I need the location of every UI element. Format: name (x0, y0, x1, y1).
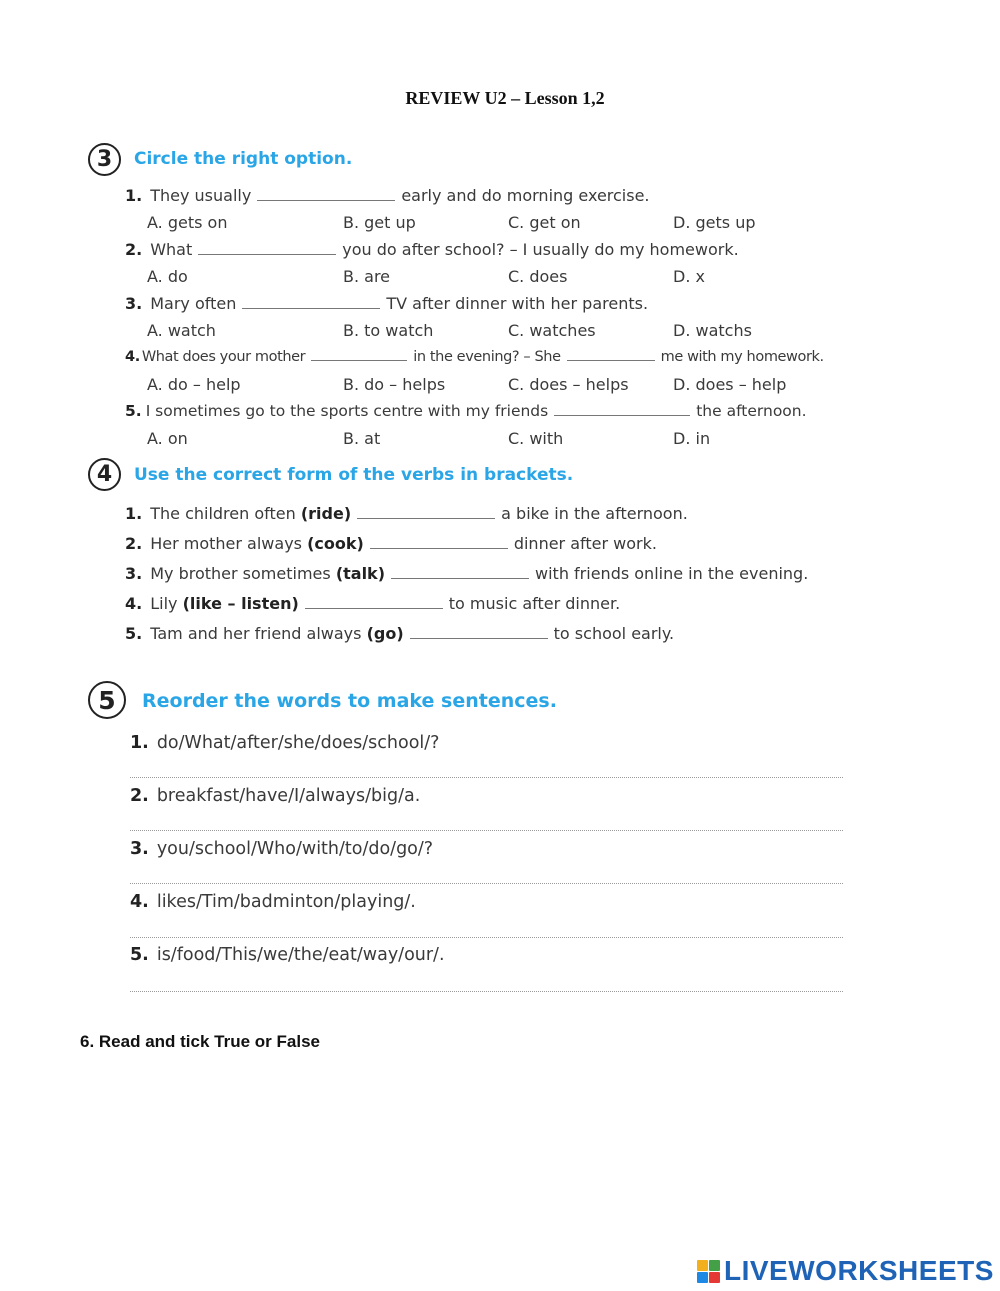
option-d[interactable]: D. x (673, 267, 705, 286)
section-5-heading: Reorder the words to make sentences. (142, 690, 557, 712)
s3-question-5 (125, 402, 807, 420)
scrambled-words: likes/Tim/badminton/playing/. (156, 892, 416, 912)
logo-text: LIVEWORKSHEETS (724, 1255, 994, 1286)
question-text: in the evening? – She (413, 349, 561, 365)
answer-blank[interactable] (410, 637, 548, 639)
question-text: Lily (150, 594, 178, 613)
answer-blank[interactable] (391, 577, 529, 579)
question-text: Her mother always (150, 534, 302, 553)
answer-line-2[interactable] (130, 829, 843, 831)
s3-question-1 (125, 186, 650, 205)
question-text: Mary often (150, 294, 237, 313)
option-b[interactable]: B. get up (343, 213, 416, 232)
question-text: My brother sometimes (150, 564, 331, 583)
answer-blank[interactable] (257, 199, 395, 201)
s5-item-3 (130, 839, 433, 859)
s3-question-2 (125, 240, 739, 259)
answer-blank[interactable] (198, 253, 336, 255)
option-c[interactable]: C. get on (508, 213, 581, 232)
item-number: 3. (130, 839, 149, 859)
s3-question-3 (125, 294, 648, 313)
page-title: REVIEW U2 – Lesson 1,2 (405, 88, 605, 108)
question-text: TV after dinner with her parents. (386, 294, 649, 313)
option-a[interactable]: A. gets on (147, 213, 228, 232)
question-text: I sometimes go to the sports centre with my friends (145, 402, 549, 420)
option-c[interactable]: C. does – helps (508, 375, 629, 394)
question-text: me with my homework. (660, 349, 824, 365)
item-number: 2. (130, 786, 149, 806)
scrambled-words: you/school/Who/with/to/do/go/? (156, 839, 434, 859)
answer-line-1[interactable] (130, 776, 843, 778)
section-4-heading: Use the correct form of the verbs in brackets. (134, 465, 574, 485)
s5-item-2 (130, 786, 420, 806)
question-text: They usually (150, 186, 252, 205)
item-number: 4. (130, 892, 149, 912)
item-number: 5. (130, 945, 149, 965)
s5-item-1 (130, 733, 439, 753)
section-6-heading: 6. Read and tick True or False (80, 1032, 320, 1051)
question-number: 4. (125, 594, 143, 613)
verb-hint: (cook) (307, 534, 364, 553)
s5-item-5 (130, 945, 445, 965)
verb-hint: (like – listen) (182, 594, 299, 613)
option-a[interactable]: A. do (147, 267, 188, 286)
question-text: What does your mother (141, 349, 306, 365)
verb-hint: (go) (366, 624, 404, 643)
option-a[interactable]: A. on (147, 429, 188, 448)
question-number: 2. (125, 240, 143, 259)
option-d[interactable]: D. watchs (673, 321, 752, 340)
scrambled-words: breakfast/have/I/always/big/a. (156, 786, 421, 806)
question-text: What (150, 240, 193, 259)
scrambled-words: is/food/This/we/the/eat/way/our/. (156, 945, 445, 965)
answer-line-5[interactable] (130, 990, 843, 992)
option-b[interactable]: B. are (343, 267, 391, 286)
answer-blank[interactable] (567, 359, 655, 361)
s4-question-1 (125, 504, 688, 523)
option-d[interactable]: D. does – help (673, 375, 787, 394)
answer-blank[interactable] (305, 607, 443, 609)
question-text: The children often (150, 504, 296, 523)
question-number: 1. (125, 504, 143, 523)
question-number: 5. (125, 624, 143, 643)
question-text: a bike in the afternoon. (501, 504, 688, 523)
question-number: 3. (125, 294, 143, 313)
question-text: to school early. (553, 624, 675, 643)
option-c[interactable]: C. with (508, 429, 564, 448)
option-d[interactable]: D. gets up (673, 213, 756, 232)
answer-line-4[interactable] (130, 936, 843, 938)
verb-hint: (talk) (335, 564, 386, 583)
answer-blank[interactable] (242, 307, 380, 309)
question-number: 3. (125, 564, 143, 583)
s3-question-4 (125, 349, 824, 365)
option-b[interactable]: B. do – helps (343, 375, 446, 394)
option-b[interactable]: B. at (343, 429, 381, 448)
s4-question-4 (125, 594, 620, 613)
option-b[interactable]: B. to watch (343, 321, 434, 340)
section-3-heading: Circle the right option. (134, 149, 353, 169)
s4-question-5 (125, 624, 674, 643)
section-4-number-badge: 4 (88, 458, 121, 491)
logo-blocks-icon (697, 1260, 720, 1283)
option-c[interactable]: C. does (508, 267, 568, 286)
answer-blank[interactable] (554, 414, 690, 416)
question-text: you do after school? – I usually do my homework. (342, 240, 739, 259)
question-text: early and do morning exercise. (401, 186, 650, 205)
question-text: with friends online in the evening. (535, 564, 809, 583)
s4-question-2 (125, 534, 657, 553)
question-text: Tam and her friend always (150, 624, 362, 643)
option-d[interactable]: D. in (673, 429, 711, 448)
question-text: dinner after work. (513, 534, 657, 553)
answer-blank[interactable] (311, 359, 407, 361)
option-c[interactable]: C. watches (508, 321, 596, 340)
item-number: 1. (130, 733, 149, 753)
option-a[interactable]: A. watch (147, 321, 216, 340)
liveworksheets-logo (697, 1255, 994, 1287)
answer-line-3[interactable] (130, 882, 843, 884)
question-number: 4. (125, 349, 140, 365)
section-3-number-badge: 3 (88, 143, 121, 176)
verb-hint: (ride) (300, 504, 352, 523)
scrambled-words: do/What/after/she/does/school/? (156, 733, 440, 753)
question-number: 5. (125, 402, 142, 420)
s5-item-4 (130, 892, 416, 912)
s4-question-3 (125, 564, 808, 583)
question-number: 2. (125, 534, 143, 553)
option-a[interactable]: A. do – help (147, 375, 241, 394)
answer-blank[interactable] (370, 547, 508, 549)
question-text: to music after dinner. (448, 594, 621, 613)
question-number: 1. (125, 186, 143, 205)
answer-blank[interactable] (357, 517, 495, 519)
section-5-number-badge: 5 (88, 681, 126, 719)
question-text: the afternoon. (696, 402, 807, 420)
